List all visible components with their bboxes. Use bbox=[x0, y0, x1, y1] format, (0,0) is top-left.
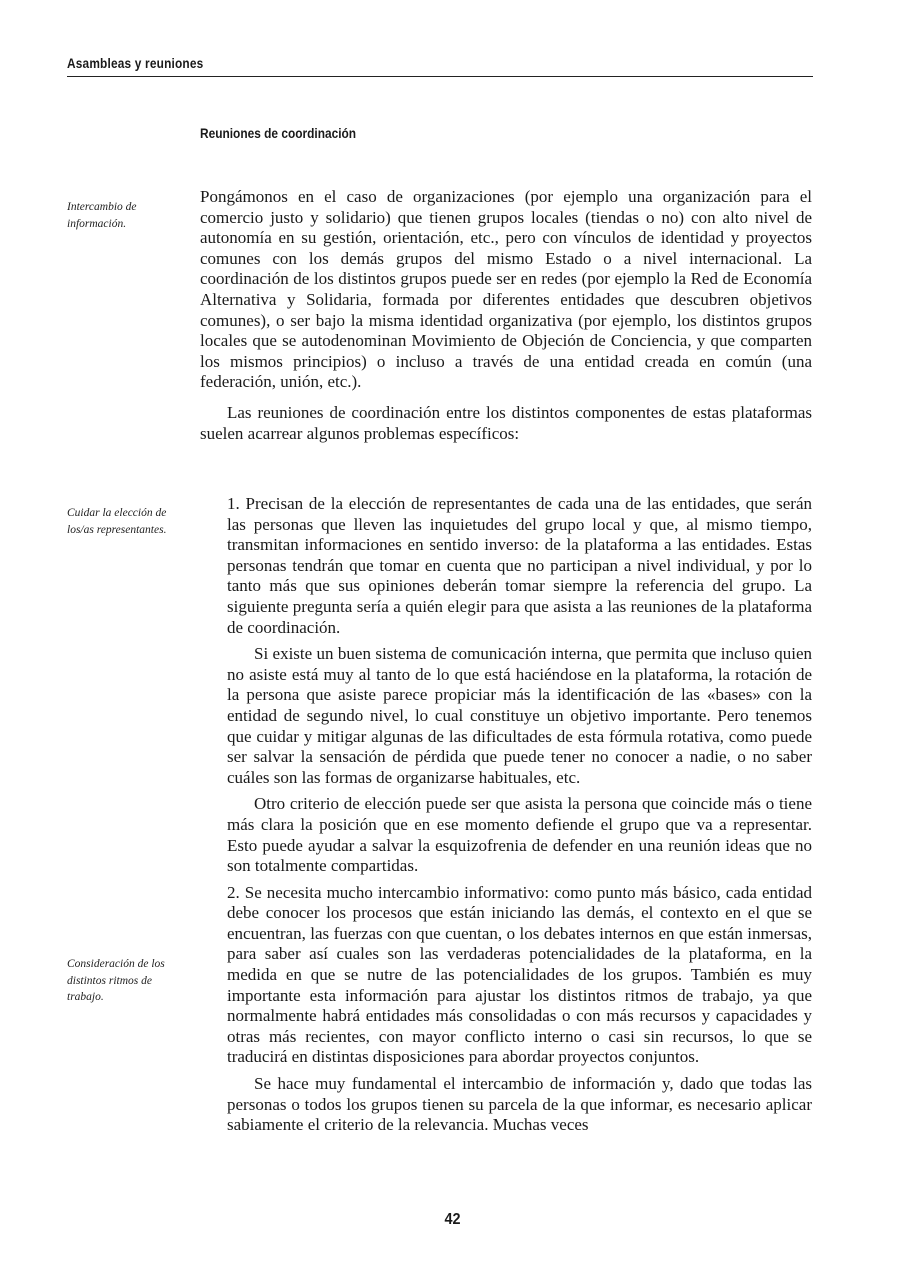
page-number: 42 bbox=[444, 1211, 461, 1228]
section-title: Reuniones de coordinación bbox=[200, 125, 357, 141]
intro-block bbox=[200, 187, 812, 444]
margin-note-info-exchange: Intercambio de información. bbox=[67, 201, 137, 230]
margin-note-representatives: Cuidar la elección de los/as representantes. bbox=[67, 507, 167, 536]
paragraph-criterion: Otro criterio de elección puede ser que asista la persona que coincide más o tiene más clara la posición que en ese momento defiende el grupo que va a representar. Esto puede ayudar a salvar la esquizofrenia de defender en una reunión ideas que no son totalmente compartidas. bbox=[227, 794, 812, 876]
paragraph-problems: Las reuniones de coordinación entre los distintos componentes de estas plataformas suelen acarrear algunos problemas específicos: bbox=[200, 402, 812, 443]
paragraph-rotation: Si existe un buen sistema de comunicación interna, que permita que incluso quien no asiste está muy al tanto de lo que está haciéndose en la plataforma, la rotación de la persona que asiste parece propiciar más la identificación de las «bases» con la entidad de segundo nivel, lo cual constituye un objetivo importante. Pero tenemos que cuidar y mitigar algunas de las dificultades de esta fórmula rotativa, como puede ser salvar la sensación de pérdida que puede tener no conocer a nadie, o no saber cuáles son las formas de organizarse habituales, etc. bbox=[227, 644, 812, 787]
header-rule bbox=[67, 76, 813, 77]
list-block bbox=[227, 494, 812, 1136]
paragraph-intro: Pongámonos en el caso de organizaciones (por ejemplo una organización para el comercio justo y solidario) que tienen grupos locales (tiendas o no) con alto nivel de autonomía en su gestión, orientación, etc., pero con vínculos de identidad y proyectos comunes con los demás grupos del mismo Estado o a nivel internacional. La coordinación de los distintos grupos puede ser en redes (por ejemplo la Red de Economía Alternativa y Solidaria, formada por diferentes entidades que descubren objetivos comunes), o ser bajo la misma identidad organizativa (por ejemplo, los distintos grupos locales que se autodenominan Movimiento de Objeción de Conciencia, y que comparten los mismos principios) o incluso a través de una entidad creada en común (una federación, unión, etc.). bbox=[200, 187, 812, 392]
paragraph-relevance: Se hace muy fundamental el intercambio de información y, dado que todas las personas o todos los grupos tienen su parcela de la que informar, es necesario aplicar sabiamente el criterio de la relevancia. Muchas veces bbox=[227, 1074, 812, 1135]
paragraph-point-2: 2. Se necesita mucho intercambio informativo: como punto más básico, cada entidad debe conocer los procesos que están iniciando las demás, el contexto en el que se encuentran, las fuerzas con que cuentan, o los debates internos en que están inmersas, para saber así cuales son las verdaderas potencialidades de la plataforma, en la medida en que se nutre de las potencialidades de los grupos. También es muy importante esta información para ajustar los distintos ritmos de trabajo, ya que normalmente habrá entidades más consolidadas o con más recursos y capacidades y otras más recientes, con mayor conflicto interno o casi sin recursos, lo que se traducirá en distintas disposiciones para abordar proyectos conjuntos. bbox=[227, 882, 812, 1067]
paragraph-point-1: 1. Precisan de la elección de representantes de cada una de las entidades, que serán las personas que lleven las inquietudes del grupo local y que, al mismo tiempo, transmitan informaciones en sentido inverso: de la plataforma a las entidades. Estas personas tendrán que tomar en cuenta que no participan a nivel individual, y por lo tanto más que sus opiniones deberán tomar siempre la referencia del grupo. La siguiente pregunta sería a quién elegir para que asista a las reuniones de la plataforma de coordinación. bbox=[227, 494, 812, 637]
margin-note-work-rhythms: Consideración de los distintos ritmos de trabajo. bbox=[67, 958, 165, 1003]
running-header: Asambleas y reuniones bbox=[67, 56, 204, 71]
